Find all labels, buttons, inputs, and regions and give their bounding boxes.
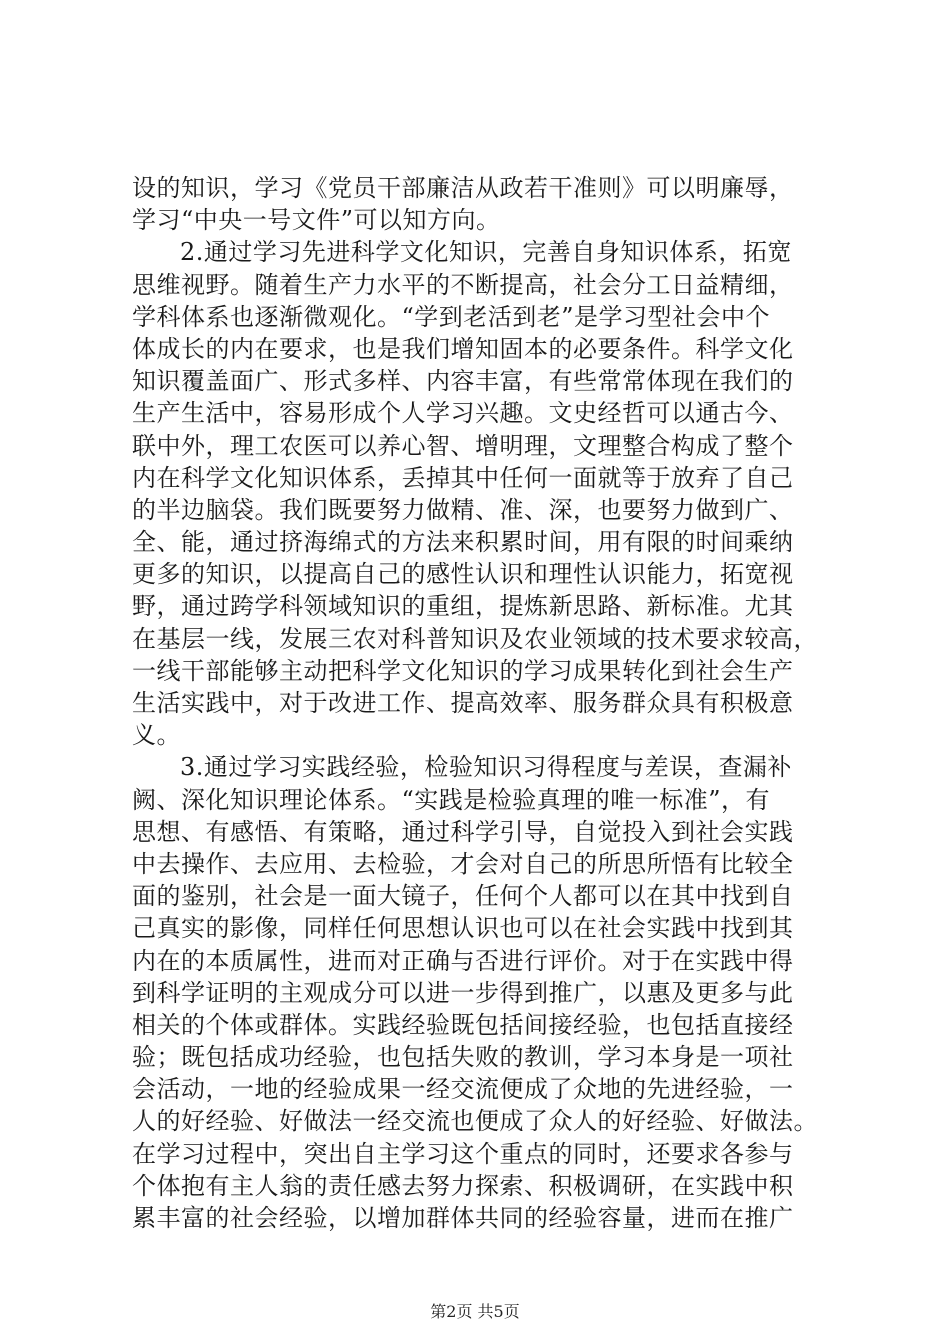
text-line: 一线干部能够主动把科学文化知识的学习成果转化到社会生产 (132, 656, 794, 685)
text-line: 体成长的内在要求，也是我们增知固本的必要条件。科学文化 (132, 334, 794, 363)
text-line: 内在科学文化知识体系，丢掉其中任何一面就等于放弃了自己 (132, 463, 794, 492)
text-line: 联中外，理工农医可以养心智、增明理，文理整合构成了整个 (132, 431, 794, 460)
text-line: 会活动，一地的经验成果一经交流便成了众地的先进经验，一 (132, 1075, 794, 1104)
text-line: 己真实的影像，同样任何思想认识也可以在社会实践中找到其 (132, 914, 794, 943)
text-line: 个体抱有主人翁的责任感去努力探索、积极调研，在实践中积 (132, 1171, 794, 1200)
text-line: 设的知识，学习《党员干部廉洁从政若干准则》可以明廉辱， (132, 174, 794, 202)
text-line: 更多的知识，以提高自己的感性认识和理性认识能力，拓宽视 (132, 560, 794, 589)
text-line: 内在的本质属性，进而对正确与否进行评价。对于在实践中得 (132, 946, 794, 975)
text-line: 相关的个体或群体。实践经验既包括间接经验，也包括直接经 (132, 1010, 794, 1039)
text-line: 的半边脑袋。我们既要努力做精、准、深，也要努力做到广、 (132, 495, 794, 524)
text-line: 2.通过学习先进科学文化知识，完善自身知识体系，拓宽 (180, 238, 792, 267)
text-line: 生产生活中，容易形成个人学习兴趣。文史经哲可以通古今、 (132, 399, 794, 428)
body-text (132, 172, 832, 1234)
text-line: 思想、有感悟、有策略，通过科学引导，自觉投入到社会实践 (132, 817, 794, 846)
text-line: 野，通过跨学科领域知识的重组，提炼新思路、新标准。尤其 (132, 592, 794, 621)
page-footer: 第2页 共5页 (430, 1302, 520, 1321)
text-line: 思维视野。随着生产力水平的不断提高，社会分工日益精细， (132, 270, 794, 299)
text-line: 面的鉴别，社会是一面大镜子，任何个人都可以在其中找到自 (132, 882, 794, 911)
text-line: 在学习过程中，突出自主学习这个重点的同时，还要求各参与 (132, 1139, 794, 1168)
text-line: 累丰富的社会经验，以增加群体共同的经验容量，进而在推广 (132, 1204, 794, 1232)
text-line: 学科体系也逐渐微观化。“学到老活到老”是学习型社会中个 (132, 302, 771, 331)
text-line: 全、能，通过挤海绵式的方法来积累时间，用有限的时间乘纳 (132, 528, 794, 557)
text-line: 人的好经验、好做法一经交流也便成了众人的好经验、好做法。 (132, 1107, 818, 1136)
text-line: 验；既包括成功经验，也包括失败的教训，学习本身是一项社 (132, 1043, 794, 1072)
text-line: 中去操作、去应用、去检验，才会对自己的所思所悟有比较全 (132, 849, 794, 878)
text-line: 生活实践中，对于改进工作、提高效率、服务群众具有积极意 (132, 689, 794, 717)
text-line: 知识覆盖面广、形式多样、内容丰富，有些常常体现在我们的 (132, 367, 794, 396)
text-line: 学习“中央一号文件”可以知方向。 (132, 206, 501, 235)
text-line: 3.通过学习实践经验，检验知识习得程度与差误，查漏补 (180, 753, 792, 782)
text-line: 义。 (132, 721, 181, 750)
text-line: 阙、深化知识理论体系。“实践是检验真理的唯一标准”，有 (132, 785, 771, 814)
text-line: 到科学证明的主观成分可以进一步得到推广，以惠及更多与此 (132, 978, 794, 1007)
text-line: 在基层一线，发展三农对科普知识及农业领域的技术要求较高， (132, 624, 818, 653)
